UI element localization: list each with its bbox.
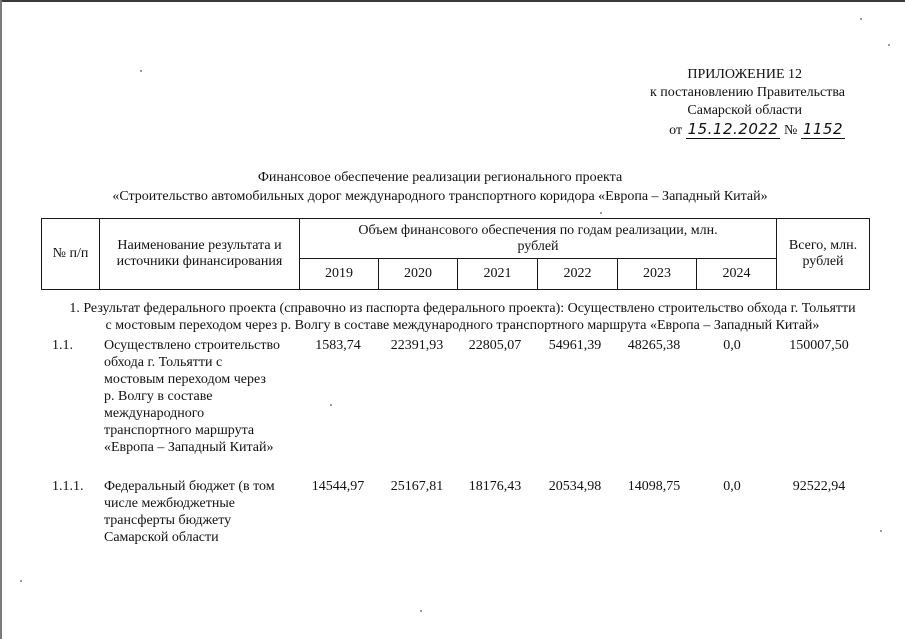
section-line-2: с мостовым переходом через р. Волгу в составе международного транспортного маршрута «Европа – Западный Китай» — [105, 318, 820, 333]
value-2020: 25167,81 — [390, 479, 444, 494]
row-number: 1.1.1. — [52, 479, 84, 494]
scan-speck — [888, 44, 890, 46]
value-2022: 54961,39 — [548, 338, 602, 353]
document-title — [40, 168, 840, 206]
value-2019: 14544,97 — [311, 479, 365, 494]
scan-speck — [420, 610, 422, 612]
header-year-2022: 2022 — [538, 259, 618, 290]
header-year-2023: 2023 — [618, 259, 697, 290]
value-2022: 20534,98 — [548, 479, 602, 494]
value-2021: 18176,43 — [468, 479, 522, 494]
appendix-block — [600, 66, 845, 140]
value-2023: 48265,38 — [627, 338, 681, 353]
handwritten-date: 15.12.2022 — [687, 120, 779, 138]
value-2021: 22805,07 — [468, 338, 522, 353]
value-total: 150007,50 — [789, 338, 849, 353]
header-funding-group: Объем финансового обеспечения по годам реализации, млн. рублей — [300, 219, 777, 259]
appendix-title: ПРИЛОЖЕНИЕ 12 — [687, 67, 802, 82]
scan-border-left — [0, 0, 2, 639]
section-heading — [55, 300, 870, 334]
scan-border-top — [0, 0, 905, 2]
header-year-2021: 2021 — [458, 259, 538, 290]
title-line-1: Финансовое обеспечение реализации регионального проекта — [257, 170, 623, 185]
appendix-region: Самарской области — [687, 103, 802, 118]
header-total: Всего, млн. рублей — [777, 219, 870, 290]
scan-speck — [880, 530, 882, 532]
appendix-date-line — [600, 120, 845, 140]
financing-table-header — [41, 218, 870, 290]
value-2024: 0,0 — [723, 338, 741, 353]
header-year-2020: 2020 — [379, 259, 458, 290]
row-number: 1.1. — [52, 338, 73, 353]
header-year-2019: 2019 — [300, 259, 379, 290]
header-num: № п/п — [42, 219, 100, 290]
row-name: Осуществлено строительство обхода г. Тольятти с мостовым переходом через р. Волгу в составе международного транспортного маршрута «Европа – Западный Китай» — [104, 338, 280, 455]
scan-speck — [600, 212, 602, 214]
row-name: Федеральный бюджет (в том числе межбюджетные трансферты бюджету Самарской области — [104, 479, 275, 545]
handwritten-number: 1152 — [802, 120, 843, 138]
scan-speck — [20, 580, 22, 582]
scan-speck — [140, 70, 142, 72]
value-2024: 0,0 — [723, 479, 741, 494]
scan-speck — [860, 18, 862, 20]
header-name: Наименование результата и источники финансирования — [100, 219, 300, 290]
value-2023: 14098,75 — [627, 479, 681, 494]
value-2020: 22391,93 — [390, 338, 444, 353]
scan-speck — [330, 404, 332, 406]
header-year-2024: 2024 — [697, 259, 777, 290]
title-line-2: «Строительство автомобильных дорог международного транспортного коридора «Европа – Западный Китай» — [112, 189, 768, 204]
value-total: 92522,94 — [792, 479, 846, 494]
value-2019: 1583,74 — [315, 338, 361, 353]
date-prefix: от — [669, 123, 683, 138]
number-label: № — [783, 123, 798, 138]
section-line-1: 1. Результат федерального проекта (справочно из паспорта федерального проекта): Осуществлено строительство обхода г. Тольятти — [69, 301, 856, 316]
appendix-resolution: к постановлению Правительства — [649, 85, 845, 100]
